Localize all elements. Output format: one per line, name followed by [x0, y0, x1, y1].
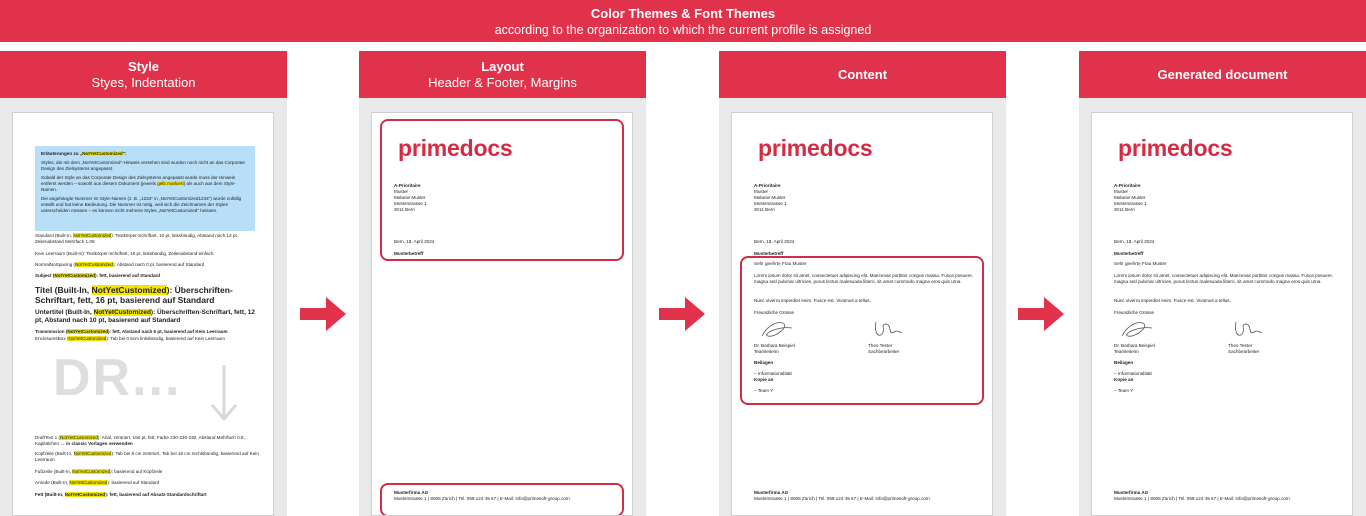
address-block: A-Prioritaire Muster Melanie Muster Musterstrasse 1 3011 Bern [1114, 183, 1147, 212]
info-paragraph: Die angehängte Nummer im Style-Namen (z. B. „1234" in „NotYetCustomized1234") wurde zufällig erstellt und hat keine Bedeutung. Die Nummer ist nötig, weil sich die Zeichnamen der Styles unterscheiden müssen – es können nicht mehrere Styles „NotYetCustomized" heissen. [41, 196, 242, 213]
primedocs-logo: primedocs [398, 135, 513, 161]
address-block: A-Prioritaire Muster Melanie Muster Musterstrasse 1 3011 Bern [754, 183, 787, 212]
enclosures-title: Beilagen [1114, 360, 1134, 365]
letter-closing: Freundliche Grüsse [1114, 310, 1155, 315]
signer-2: Theo Tester Sachbearbeiter [1228, 343, 1260, 354]
column-title: Style [127, 59, 160, 74]
signer-1: Dr. Barbara Beispiel Teamleiterin [1114, 343, 1155, 354]
copy-item: – Team Y [1114, 388, 1134, 393]
column-title: Generated document [1157, 67, 1288, 82]
style-entry: Transmission (NotYetCustomized): fett, Abstand nach 6 pt, basierend auf Kein Leerraum [35, 329, 228, 334]
info-title: Erläuterungen zu „NotYetCustomized": [41, 151, 127, 156]
letter-date: Bern, 18. April 2024 [394, 239, 435, 244]
flow-arrow-icon [1018, 297, 1064, 331]
footer-block: Musterfirma AG Musterstrasse 1 | 8008 Zürich | Tel. 058 123 45 67 | E-Mail: info@primesoft-group.com [394, 490, 570, 501]
style-entry: NormalNoSpacing (NotYetCustomized): Abstand nach 0 pt, basierend auf Standard [35, 262, 205, 267]
generated-document-page [1091, 112, 1353, 516]
arrow-down-icon [209, 363, 239, 423]
content-panel [719, 98, 1006, 516]
style-entry: DraftText 1 (NotYetCustomized): Arial, zentriert, 150 pt, fett, Farbe 230-230-230, Abstand Mehrfach 0.8, Kapitälchen → in classic Vorlagen verwenden [35, 435, 245, 446]
style-document-page [12, 112, 274, 516]
column-header-layout [359, 51, 646, 98]
generated-panel [1079, 98, 1366, 516]
content-highlight-box [740, 256, 984, 405]
layout-document-page [371, 112, 633, 516]
style-entry-subtitle: Untertitel (Built-In, NotYetCustomized): Überschriften-Schriftart, fett, 12 pt, Abstand nach 10 pt, basierend auf Standard [35, 309, 255, 324]
info-paragraph: Sobald der Style an das Corporate Design des Zielsystems angepasst wurde muss der Hinweis entfernt werden – sowohl aus diesem Dokument (jeweils gelb markiert) als auch aus dem Style-Namen. [41, 175, 236, 192]
header-highlight-box [380, 119, 624, 261]
style-entry: EnclosuresBox (NotYetCustomized): Tab bei 0.5cm linksbündig, basierend auf Kein Leerraum [35, 336, 225, 341]
letter-subject: Musterbetreff [1114, 251, 1144, 256]
signer-1: Dr. Barbara Beispiel Teamleiterin [754, 343, 795, 354]
column-header-generated [1079, 51, 1366, 98]
diagram-title: Color Themes & Font Themes [590, 6, 776, 21]
column-header-content [719, 51, 1006, 98]
letter-salutation: Sehr geehrte Frau Muster [754, 261, 807, 266]
footer-block: Musterfirma AG Musterstrasse 1 | 8008 Zürich | Tel. 058 123 45 67 | E-Mail: info@primesoft-group.com [1114, 490, 1290, 501]
enclosures-title: Beilagen [754, 360, 774, 365]
letter-subject: Musterbetreff [754, 251, 784, 256]
style-entry: Subject (NotYetCustomized): fett, basierend auf Standard [35, 273, 161, 278]
copy-title: Kopie an [754, 377, 774, 382]
letter-body: Nunc viverra imperdiet enim. Fusce est. Vivamus a tellus. [1114, 298, 1231, 303]
info-paragraph: Styles, die mit dem „NotYetCustomized"-Hinweis versehen sind wurden noch nicht an das Corporate Design des Zielsystems angepasst. [41, 160, 245, 171]
flow-arrow-icon [300, 297, 346, 331]
column-header-style [0, 51, 287, 98]
letter-closing: Freundliche Grüsse [754, 310, 795, 315]
letter-date: Bern, 18. April 2024 [754, 239, 795, 244]
signature-icon [1118, 318, 1158, 342]
style-entry: Kopfzeile (Built-In, NotYetCustomized): Tab bei 8 cm zentriert, Tab bei 16 cm rechtsbündig, basierend auf Kein Leerraum [35, 451, 259, 462]
layout-panel [359, 98, 646, 516]
column-subtitle: Styes, Indentation [91, 75, 196, 90]
style-entry: Kein Leerraum (Built-In): Textkörper-Schriftart, 10 pt, linksbündig, Zeilenabstand einfach [35, 251, 214, 256]
letter-body: Lorem ipsum dolor sit amet, consectetuer adipiscing elit. Maecenas porttitor congue massa. Fusce posuere, magna sed pulvinar ultricies, purus lectus malesuada libero, sit amet commodo magna eros quis urna. [754, 273, 974, 284]
style-panel [0, 98, 287, 516]
style-entry-title: Titel (Built-In, NotYetCustomized): Überschriften-Schriftart, fett, 16 pt, basierend auf Standard [35, 285, 233, 305]
signer-2: Theo Tester Sachbearbeiter [868, 343, 900, 354]
draft-watermark: DR... [53, 349, 182, 407]
copy-title: Kopie an [1114, 377, 1134, 382]
letter-salutation: Sehr geehrte Frau Muster [1114, 261, 1167, 266]
copy-item: – Team Y [754, 388, 774, 393]
diagram-header [0, 0, 1366, 42]
letter-subject: Musterbetreff [394, 251, 424, 256]
footer-block: Musterfirma AG Musterstrasse 1 | 8008 Zürich | Tel. 058 123 45 67 | E-Mail: info@primesoft-group.com [754, 490, 930, 501]
letter-body: Nunc viverra imperdiet enim. Fusce est. Vivamus a tellus. [754, 298, 871, 303]
primedocs-logo: primedocs [1118, 135, 1233, 161]
content-document-page [731, 112, 993, 516]
flow-arrow-icon [659, 297, 705, 331]
style-entry: Fußzeile (Built-In, NotYetCustomized): basierend auf Kopfzeile [35, 469, 163, 474]
enclosure-item: – Informationsblatt [754, 371, 792, 376]
column-title: Content [837, 67, 888, 82]
column-subtitle: Header & Footer, Margins [428, 75, 577, 90]
letter-body: Lorem ipsum dolor sit amet, consectetuer adipiscing elit. Maecenas porttitor congue massa. Fusce posuere, magna sed pulvinar ultricies, purus lectus malesuada libero, sit amet commodo magna eros quis urna. [1114, 273, 1334, 284]
enclosure-item: – Informationsblatt [1114, 371, 1152, 376]
style-entry: Fett (Built-In, NotYetCustomized): fett, basierend auf Absatz-Standardschriftart [35, 492, 207, 497]
primedocs-logo: primedocs [758, 135, 873, 161]
diagram-subtitle: according to the organization to which the current profile is assigned [494, 23, 872, 37]
column-title: Layout [481, 59, 524, 74]
letter-date: Bern, 18. April 2024 [1114, 239, 1155, 244]
address-block: A-Prioritaire Muster Melanie Muster Musterstrasse 1 3011 Bern [394, 183, 427, 212]
footer-highlight-box [380, 483, 624, 516]
info-box [35, 146, 255, 231]
style-entry: Standard (Built-In, NotYetCustomized): Textkörper-Schriftart, 10 pt, linksbündig, Abstand nach 12 pt, Zeilenabstand Mehrfach 1.08 [35, 233, 239, 244]
signature-icon [1230, 318, 1264, 342]
style-entry: Anrede (Built-In, NotYetCustomized): basierend auf Standard [35, 480, 160, 485]
